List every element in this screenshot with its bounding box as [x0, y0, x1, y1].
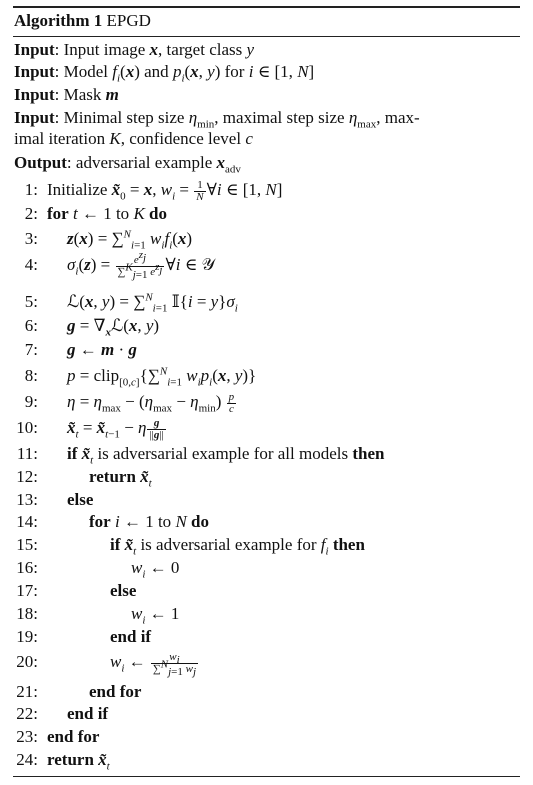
algorithm-label: Algorithm 1	[14, 11, 103, 30]
algorithm-name: EPGD	[106, 11, 151, 30]
input-image-line: Input: Input image x, target class y	[14, 40, 255, 59]
title-rule	[13, 36, 520, 37]
input-model-line: Input: Model $f_i(x)$ and $p_i(x$, y) for i ∈ [1, N]	[14, 62, 315, 85]
top-rule	[13, 6, 520, 8]
algorithm-title	[14, 11, 151, 31]
bottom-rule	[13, 776, 520, 777]
algorithm-block: Algorithm 1 EPGD Input: Input image x, target class y Input: Model $f_i(x)$ and $p_i(x$, y) for i ∈ [1, N] Input: Mask m Input: Minimal step size $\eta_{min}$, maximal step size $\eta_{max}$, max- imal iteration K, confidence level c Output: adversarial example $x_{adv}$ 1: Initialize $x̃_0 = x$, $w_i$ = $\frac{1}{N}$ ∀i ∈ [1, N] 2: for t ← 1 to K do 3: z(x) = ∑$^N_{i=1}$ $w_if_i(x)$ 4: $\sigma_i(z)$ = $\frac{e^{z_j}}{\sum^K_{j=1} e^{z_j}}$ ∀i ∈ 𝒴 5: ℒ(x, y) = ∑$^N_{i=1}$ 𝕀{i = $y\}\sigma_i$ 6: $g = \nabla_xℒ(x$, y) 7: g ← m · g 8: p = clip$_{[0,c]}${∑$^N_{i=1}$ $w_ip_i(x$, y)} 9: $\eta = \eta_{max} - (\eta_{max} - \eta_{min})$ $\frac{p}{c}$ 10: $x̃_t$ = $x̃_{t-1} - \eta$ $\frac{g}{||g||}$ 11: if $x̃_t$ is adversarial example for all models then 12: return $x̃_t$ 13: else 14: for i ← 1 to N do 15: if $x̃_t$ is adversarial example for $f_i$ then 16: $w_i$ ← 0 17: else 18: $w_i$ ← 1 19: end if 20: $w_i$ ← $\frac{w_i}{\sum^N_{j=1} w_j}$ 21: end for 22: end if 23: end for 24: return $x̃_t$	[0, 0, 533, 785]
input-mask-line: Input: Mask m	[14, 85, 119, 104]
output-line: Output: adversarial example $x_{adv}$	[14, 153, 241, 176]
input-step-line: Input: Minimal step size $\eta_{min}$, maximal step size $\eta_{max}$, max- imal iteration K, confidence level c	[14, 108, 420, 148]
